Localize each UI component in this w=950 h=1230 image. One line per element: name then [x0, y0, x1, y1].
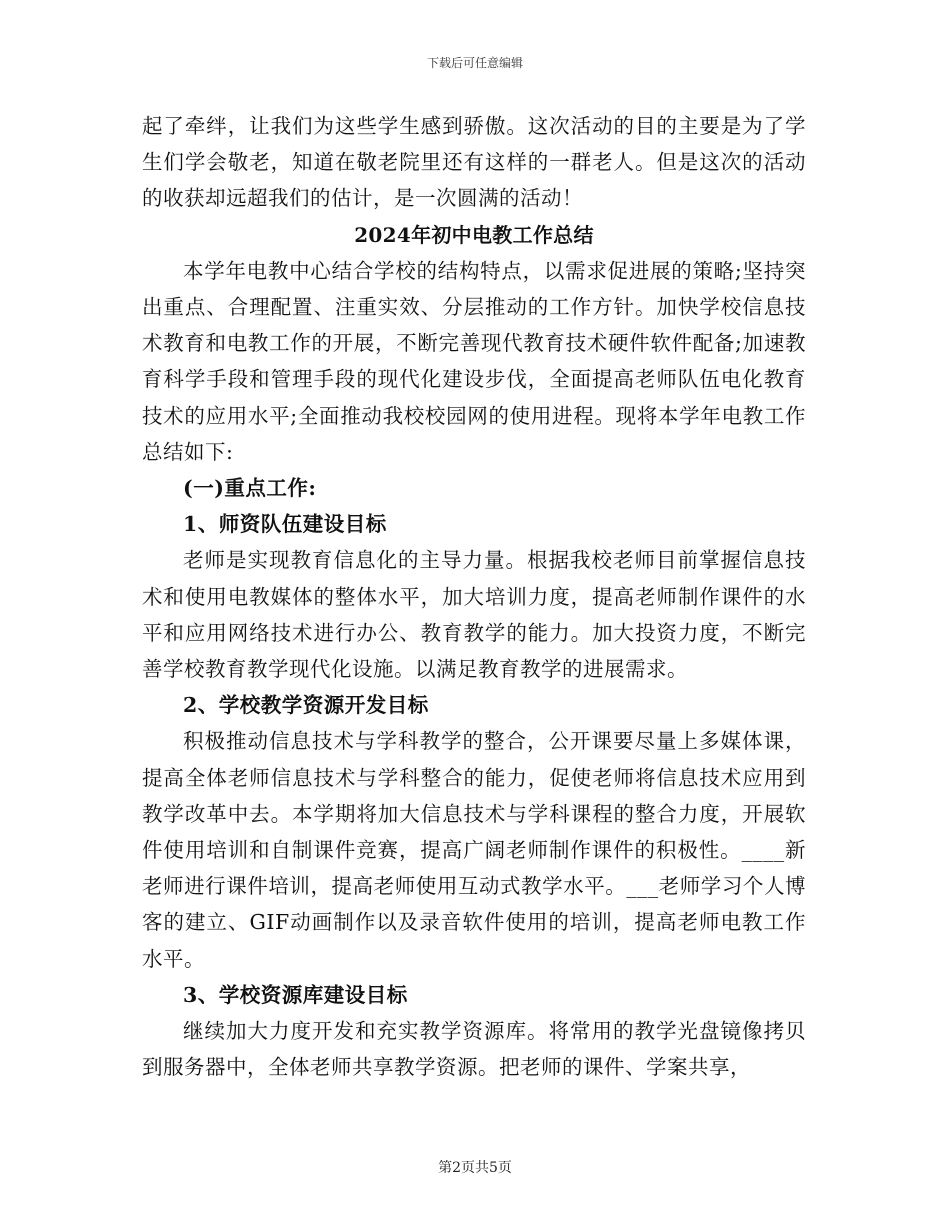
- intro-paragraph: 起了牵绊，让我们为这些学生感到骄傲。这次活动的目的主要是为了学生们学会敬老，知道在敬老院里还有这样的一群老人。但是这次的活动的收获却远超我们的估计，是一次圆满的活动！: [142, 114, 806, 211]
- document-title: 2024年初中电教工作总结: [354, 222, 594, 247]
- heading-3: 3、学校资源库建设目标: [183, 982, 408, 1007]
- heading-1: 1、师资队伍建设目标: [183, 512, 387, 537]
- heading-2: 2、学校教学资源开发目标: [183, 693, 429, 718]
- paragraph-4: 继续加大力度开发和充实教学资源库。将常用的教学光盘镜像拷贝到服务器中，全体老师共享教学资源。把老师的课件、学案共享，: [142, 1019, 806, 1080]
- page-header: 下载后可任意编辑: [426, 56, 523, 70]
- paragraph-2: 老师是实现教育信息化的主导力量。根据我校老师目前掌握信息技术和使用电教媒体的整体水平，加大培训力度，提高老师制作课件的水平和应用网络技术进行办公、教育教学的能力。加大投资力度，不断完善学校教育教学现代化设施。以满足教育教学的进展需求。: [142, 548, 806, 682]
- paragraph-3: 积极推动信息技术与学科教学的整合，公开课要尽量上多媒体课，提高全体老师信息技术与学科整合的能力，促使老师将信息技术应用到教学改革中去。本学期将加大信息技术与学科课程的整合力度，开展软件使用培训和自制课件竞赛，提高广阔老师制作课件的积极性。____新老师进行课件培训，提高老师使用互动式教学水平。___老师学习个人博客的建立、GIF动画制作以及录音软件使用的培训，提高老师电教工作水平。: [142, 729, 806, 971]
- document-body: [142, 108, 806, 1085]
- paragraph-1: 本学年电教中心结合学校的结构特点，以需求促进展的策略;坚持突出重点、合理配置、注重实效、分层推动的工作方针。加快学校信息技术教育和电教工作的开展，不断完善现代教育技术硬件软件配备;加速教育科学手段和管理手段的现代化建设步伐，全面提高老师队伍电化教育技术的应用水平;全面推动我校校园网的使用进程。现将本学年电教工作总结如下:: [142, 258, 806, 464]
- section-heading: (一)重点工作:: [183, 476, 317, 501]
- page-footer: 第2页共5页: [438, 1160, 512, 1176]
